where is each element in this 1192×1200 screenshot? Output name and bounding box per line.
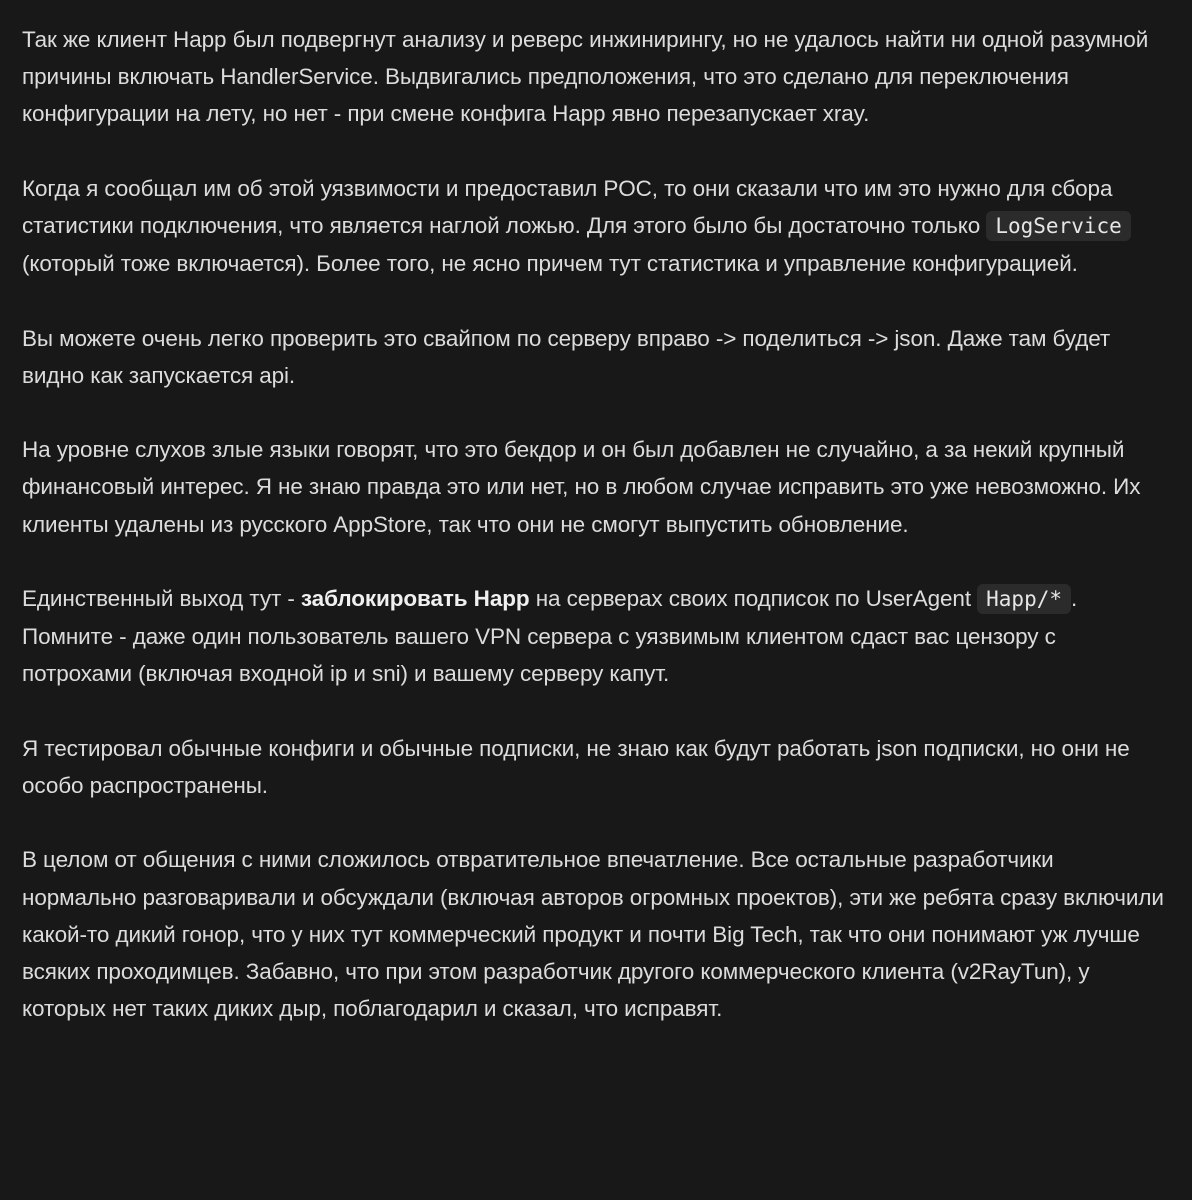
paragraph-text: на серверах своих подписок по UserAgent: [529, 585, 978, 611]
inline-code-logservice: LogService: [986, 211, 1130, 241]
paragraph-handlerservice-analysis: Так же клиент Happ был подвергнут анализу и реверс инжинирингу, но не удалось найти ни одной разумной причины включать HandlerService. Выдвигались предположения, что это сделано для переключения конфигурации на лету, но нет - при смене конфига Happ явно перезапускает xray.: [22, 27, 1149, 127]
paragraph-rumors: На уровне слухов злые языки говорят, что это бекдор и он был добавлен не случайно, а за некий крупный финансовый интерес. Я не знаю правда это или нет, но в любом случае исправить это уже невозможно. Их клиенты удалены из русского AppStore, так что они не смогут выпустить обновление.: [22, 437, 1141, 537]
paragraph-block-recommendation: [22, 580, 1170, 693]
paragraph-conclusion: В целом от общения с ними сложилось отвратительное впечатление. Все остальные разработчики нормально разговаривали и обсуждали (включая авторов огромных проектов), эти же ребята сразу включили какой-то дикий гонор, что у них тут коммерческий продукт и почти Big Tech, так что они понимают уж лучше всяких проходимцев. Забавно, что при этом разработчик другого коммерческого клиента (v2RayTun), у которых нет таких диких дыр, поблагодарил и сказал, что исправят.: [22, 847, 1164, 1022]
paragraph-text: Когда я сообщал им об этой уязвимости и предоставил POC, то они сказали что им это нужно для сбора статистики подключения, что является наглой ложью. Для этого было бы достаточно только: [22, 175, 1113, 238]
bold-block-happ: заблокировать Happ: [300, 585, 530, 611]
inline-code-useragent: Happ/*: [977, 584, 1071, 614]
paragraph-testing-note: Я тестировал обычные конфиги и обычные подписки, не знаю как будут работать json подписки, но они не особо распространены.: [22, 735, 1130, 798]
paragraph-how-to-verify: Вы можете очень легко проверить это свайпом по серверу вправо -> поделиться -> json. Даже там будет видно как запускается api.: [22, 325, 1111, 388]
paragraph-text: Единственный выход тут -: [22, 585, 301, 611]
paragraph-text: . Помните - даже один пользователь вашего VPN сервера с уязвимым клиентом сдаст вас цензору с потрохами (включая входной ip и sni) и вашему серверу капут.: [22, 585, 1078, 687]
paragraph-text: (который тоже включается). Более того, не ясно причем тут статистика и управление конфигурацией.: [22, 251, 1078, 277]
paragraph-poc-report: [22, 170, 1170, 283]
